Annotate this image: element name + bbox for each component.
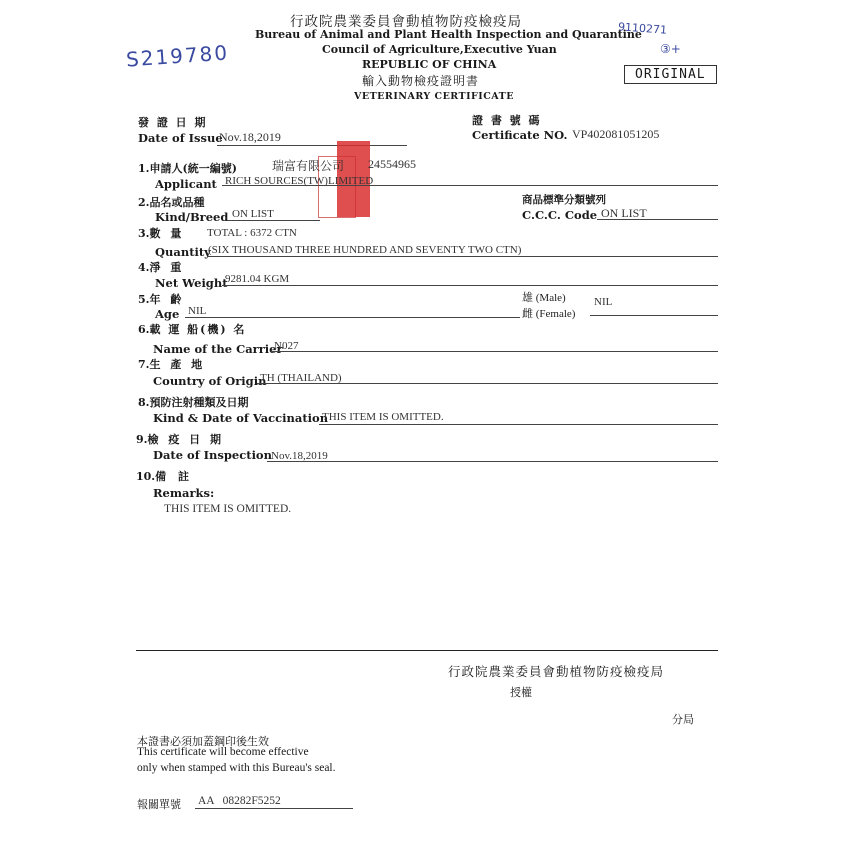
certificate-title-zh: 輸入動物檢疫證明書 [362,74,480,88]
vaccination-label-en: Kind & Date of Vaccination [153,411,329,425]
vaccination-value: THIS ITEM IS OMITTED. [322,411,444,423]
weight-label-zh: 4.淨 重 [138,261,185,274]
certificate-no-label-zh: 證 書 號 碼 [472,114,542,127]
issue-date-label-zh: 發 證 日 期 [138,116,208,129]
declaration-label-zh: 報關單號 [137,798,181,811]
quantity-label-en: Quantity [155,245,211,259]
country-name: REPUBLIC OF CHINA [362,58,497,71]
council-name: Council of Agriculture,Executive Yuan [322,43,557,56]
issue-date-value: Nov.18,2019 [219,130,281,144]
origin-value: TH (THAILAND) [260,372,342,384]
inspection-label-en: Date of Inspection [153,448,272,462]
quantity-value: (SIX THOUSAND THREE HUNDRED AND SEVENTY TWO CTN) [208,244,522,256]
seal-note-zh: 本證書必須加蓋鋼印後生效 [137,735,269,748]
certificate-no-label-en: Certificate NO. [472,128,568,142]
carrier-label-en: Name of the Carrier [153,342,283,356]
applicant-name-zh: 瑞富有限公司 [272,159,345,173]
seal-note-en-1: This certificate will become effective [137,746,309,758]
bureau-name-en: Bureau of Animal and Plant Health Inspection and Quarantine [255,28,642,41]
footer-bureau-zh: 行政院農業委員會動植物防疫檢疫局 [448,664,665,679]
original-box: ORIGINAL [624,65,717,84]
ccc-value: ON LIST [601,206,647,220]
weight-value: 9281.04 KGM [225,273,290,285]
quantity-total: TOTAL : 6372 CTN [207,227,297,239]
remarks-label-zh: 10.備 註 [136,470,193,483]
seal-note-en-2: only when stamped with this Bureau's seal. [137,762,336,774]
origin-label-zh: 7.生 產 地 [138,358,206,371]
sex-female-label: 雌 (Female) [522,308,576,320]
certificate-title-en: VETERINARY CERTIFICATE [354,91,514,102]
applicant-id: 24554965 [368,157,416,171]
kind-label-en: Kind/Breed [155,210,229,224]
remarks-value: THIS ITEM IS OMITTED. [164,503,292,515]
footer-authorized-zh: 授權 [510,686,532,699]
age-value: NIL [188,305,207,317]
inspection-label-zh: 9.檢 疫 日 期 [136,433,224,446]
quantity-label-zh: 3.數 量 [138,227,185,240]
applicant-value: RICH SOURCES(TW)LIMITED [225,175,374,187]
ccc-label-en: C.C.C. Code [522,208,598,222]
origin-label-en: Country of Origin [153,374,267,388]
bureau-name-zh: 行政院農業委員會動植物防疫檢疫局 [290,14,522,30]
remarks-label-en: Remarks: [153,486,215,500]
kind-value: ON LIST [232,208,274,220]
handwritten-ref: 9110271 [617,20,668,37]
sex-value: NIL [594,296,613,308]
vaccination-label-zh: 8.預防注射種類及日期 [138,396,249,409]
handwritten-serial: S219780 [125,40,230,72]
footer-branch-zh: 分局 [672,713,694,726]
weight-label-en: Net Weight [155,276,228,290]
sex-male-label: 雄 (Male) [522,292,566,304]
applicant-label-en: Applicant [155,177,217,191]
kind-label-zh: 2.品名或品種 [138,196,205,209]
handwritten-page: ③+ [660,42,681,56]
carrier-label-zh: 6.載 運 船(機) 名 [138,323,247,336]
footer-divider [136,650,718,651]
carrier-value: N027 [274,340,299,352]
declaration-value: AA 08282F5252 [198,795,281,807]
certificate-no-value: VP402081051205 [572,127,660,141]
ccc-label-zh: 商品標準分類號列 [522,194,606,206]
applicant-label-zh: 1.申請人(統一編號) [138,162,237,175]
issue-date-label-en: Date of Issue [138,131,223,145]
age-label-zh: 5.年 齡 [138,293,185,306]
inspection-value: Nov.18,2019 [271,450,328,462]
age-label-en: Age [155,307,180,321]
